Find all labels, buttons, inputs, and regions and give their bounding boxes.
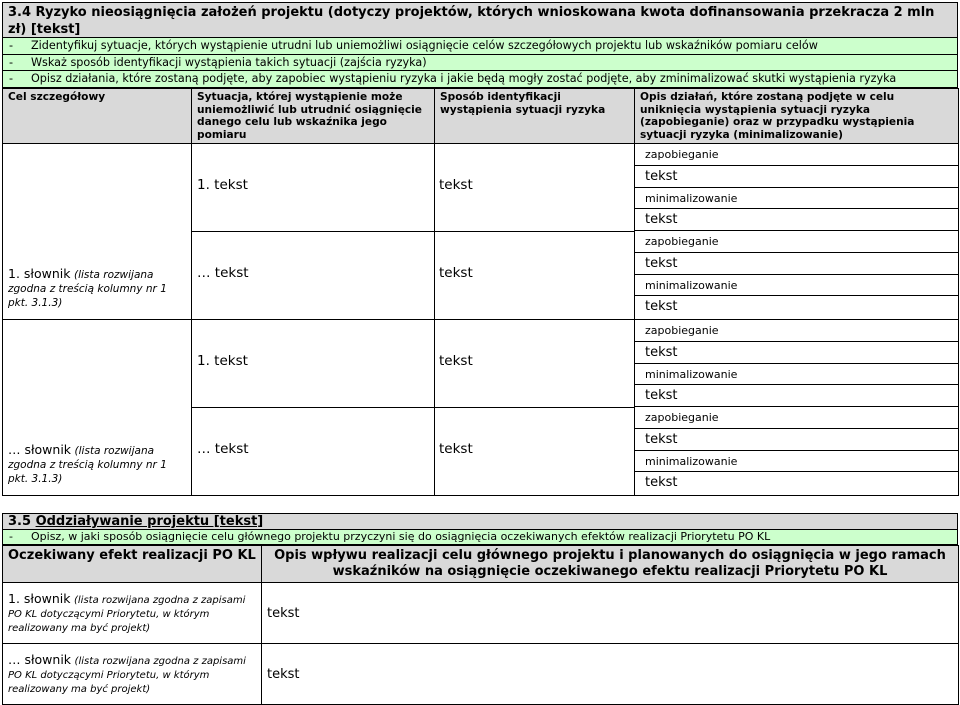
section-number: 3.5 [8,514,36,529]
col-header-sposob: Sposób identyfikacji wystąpienia sytuacji ryzyka [435,89,635,144]
risk-table [2,88,959,496]
instruction-text: Wskaż sposób identyfikacji wystąpienia takich sytuacji (zajścia ryzyka) [31,56,427,69]
sposob-value[interactable]: tekst [439,177,473,193]
opis-value[interactable]: tekst [635,342,958,364]
instruction-row-3 [2,71,958,88]
col-header-opis-wplywu: Opis wpływu realizacji celu głównego projektu i planowanych do osiągnięcia w jego ramach wskaźników na osiągnięcie oczekiwanego efektu realizacji Priorytetu PO KL [262,546,959,583]
efekt-dictionary-value: 1. słownik [8,590,71,606]
sytuacja-value[interactable]: 1. tekst [197,177,248,193]
opis-cell [635,320,959,496]
section-3-4-title: 3.4 Ryzyko nieosiągnięcia założeń projektu (dotyczy projektów, których wnioskowana kwota dofinansowania przekracza 2 mln zł) [tekst] [2,2,958,38]
efekt-value [8,592,256,635]
opis-label-zapobieganie: zapobieganie [635,231,958,253]
efekt-dictionary-note: (lista rozwijana zgodna z zapisami PO KL dotyczącymi Priorytetu, w którym realizowany ma być projekt) [8,594,246,634]
col-header-sytuacja: Sytuacja, której wystąpienie może uniemożliwić lub utrudnić osiągnięcie danego celu lub wskaźnika jego pomiaru [192,89,435,144]
instruction-row-1 [2,38,958,55]
opis-label-minimalizowanie: minimalizowanie [635,188,958,210]
opis-value[interactable]: tekst [645,475,678,491]
cel-value [8,443,186,486]
opis-value[interactable]: tekst [635,253,958,275]
instruction-text: Opisz, w jaki sposób osiągnięcie celu głównego projektu przyczyni się do osiągnięcia oczekiwanych efektów realizacji Priorytetu PO KL [31,530,771,543]
sposob-cell [435,320,635,496]
col-header-opis: Opis działań, które zostaną podjęte w celu uniknięcia wystąpienia sytuacji ryzyka (zapobieganie) oraz w przypadku wystąpienia sytuacji ryzyka (minimalizowanie) [635,89,959,144]
opis-value[interactable]: tekst [635,209,958,231]
cel-cell[interactable] [3,144,192,320]
efekt-cell[interactable] [3,644,262,705]
impact-table [2,545,959,705]
section-title-text: Oddziaływanie projektu [tekst] [35,514,264,529]
sytuacja-cell [192,320,435,496]
impact-row [3,644,959,705]
opis-label-zapobieganie: zapobieganie [635,144,958,166]
opis-value[interactable]: tekst [635,429,958,451]
instruction-text: Zidentyfikuj sytuacje, których wystąpienie utrudni lub uniemożliwi osiągnięcie celów szczegółowych projektu lub wskaźników pomiaru celów [31,39,818,52]
cel-dictionary-value: 1. słownik [8,266,71,281]
dash: - [9,72,14,85]
dash: - [9,39,14,52]
section-3-5-title [2,513,958,530]
instruction-text: Opisz działania, które zostaną podjęte, aby zapobiec wystąpieniu ryzyka i jakie będą mogły zostać podjęte, aby zminimalizować skutki wystąpienia ryzyka [31,72,897,85]
instruction-row-2 [2,55,958,71]
dash: - [9,56,14,69]
opis-label-minimalizowanie: minimalizowanie [635,451,958,473]
cel-value [8,267,186,310]
sytuacja-value[interactable]: … tekst [197,265,249,281]
cel-cell[interactable] [3,320,192,496]
sposob-value[interactable]: tekst [439,265,473,281]
sposob-value[interactable]: tekst [439,441,473,457]
opis-label-minimalizowanie: minimalizowanie [635,364,958,386]
sytuacja-value[interactable]: … tekst [197,441,249,457]
opis-wplywu-cell[interactable]: tekst [262,583,959,644]
risk-group-row [3,320,959,496]
instruction-row-3-5 [2,530,958,545]
cel-dictionary-note: (lista rozwijana zgodna z treścią kolumny nr 1 pkt. 3.1.3) [8,445,167,485]
opis-value[interactable]: tekst [635,166,958,188]
opis-wplywu-cell[interactable]: tekst [262,644,959,705]
sytuacja-cell [192,144,435,320]
sposob-value[interactable]: tekst [439,353,473,369]
risk-group-row [3,144,959,320]
opis-cell [635,144,959,320]
efekt-dictionary-note: (lista rozwijana zgodna z zapisami PO KL dotyczącymi Priorytetu, w którym realizowany ma być projekt) [8,655,246,695]
opis-value[interactable]: tekst [645,299,678,315]
efekt-dictionary-value: … słownik [8,651,72,667]
cel-dictionary-note: (lista rozwijana zgodna z treścią kolumny nr 1 pkt. 3.1.3) [8,269,167,309]
impact-row [3,583,959,644]
opis-label-minimalizowanie: minimalizowanie [635,275,958,297]
sposob-cell [435,144,635,320]
col-header-cel: Cel szczegółowy [3,89,192,144]
opis-label-zapobieganie: zapobieganie [635,407,958,429]
col-header-efekt: Oczekiwany efekt realizacji PO KL [3,546,262,583]
opis-label-zapobieganie: zapobieganie [635,320,958,342]
sytuacja-value[interactable]: 1. tekst [197,353,248,369]
opis-value[interactable]: tekst [635,385,958,407]
efekt-cell[interactable] [3,583,262,644]
cel-dictionary-value: … słownik [8,442,72,457]
efekt-value [8,653,256,696]
dash: - [9,530,13,543]
